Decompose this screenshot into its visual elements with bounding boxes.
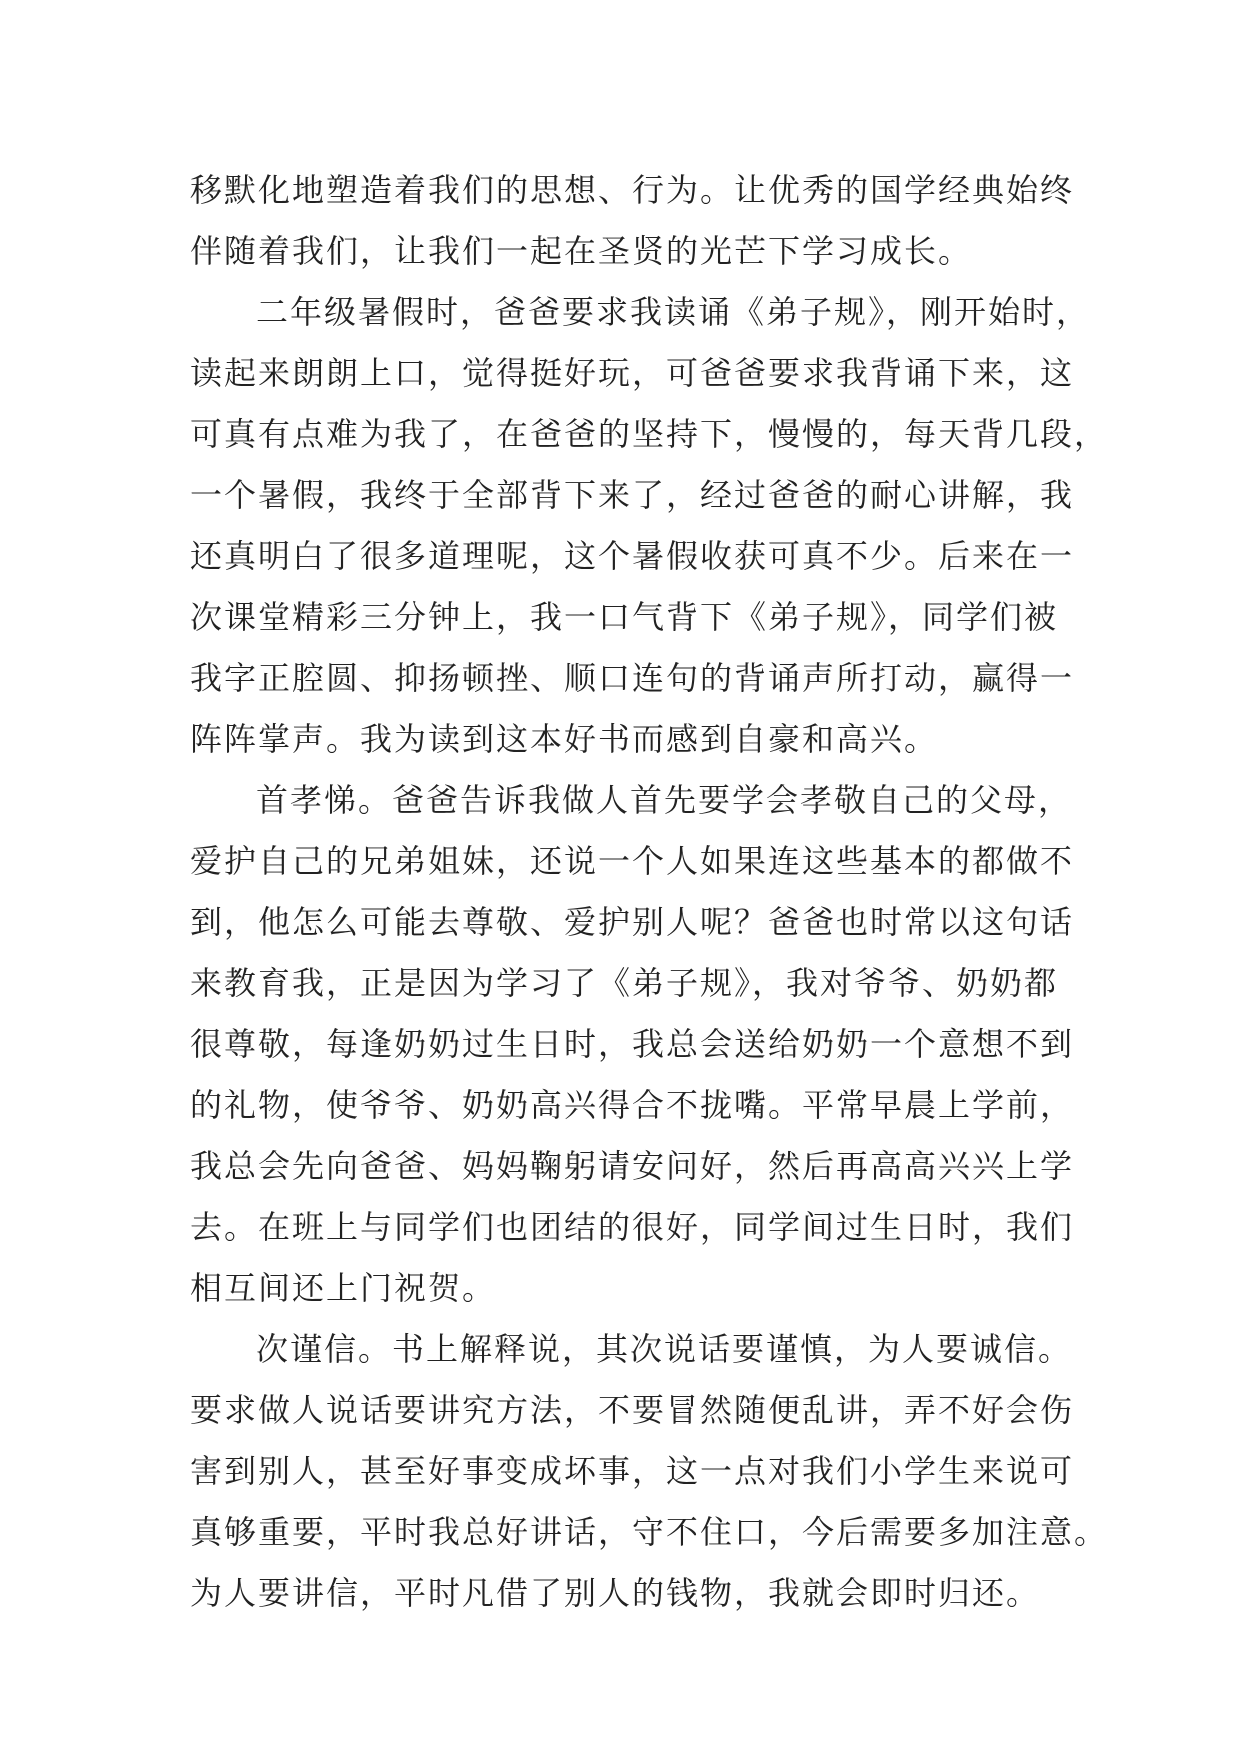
text-line: 到，他怎么可能去尊敬、爱护别人呢？爸爸也时常以这句话 bbox=[190, 903, 1075, 941]
text-line: 很尊敬，每逢奶奶过生日时，我总会送给奶奶一个意想不到 bbox=[190, 1025, 1075, 1063]
paragraph-start-line: 次谨信。书上解释说，其次说话要谨慎，为人要诚信。 bbox=[256, 1330, 1073, 1368]
text-line: 为人要讲信，平时凡借了别人的钱物，我就会即时归还。 bbox=[190, 1574, 1041, 1612]
text-line: 我总会先向爸爸、妈妈鞠躬请安问好，然后再高高兴兴上学 bbox=[190, 1147, 1075, 1185]
body-text bbox=[190, 160, 1109, 1624]
text-line: 读起来朗朗上口，觉得挺好玩，可爸爸要求我背诵下来，这 bbox=[190, 354, 1075, 392]
text-line: 可真有点难为我了，在爸爸的坚持下，慢慢的，每天背几段， bbox=[190, 415, 1109, 453]
text-line: 害到别人，甚至好事变成坏事，这一点对我们小学生来说可 bbox=[190, 1452, 1075, 1490]
text-line: 次课堂精彩三分钟上，我一口气背下《弟子规》，同学们被 bbox=[190, 598, 1059, 636]
text-line: 爱护自己的兄弟姐妹，还说一个人如果连这些基本的都做不 bbox=[190, 842, 1075, 880]
text-line: 来教育我，正是因为学习了《弟子规》，我对爷爷、奶奶都 bbox=[190, 964, 1059, 1002]
text-line: 要求做人说话要讲究方法，不要冒然随便乱讲，弄不好会伤 bbox=[190, 1391, 1075, 1429]
text-line: 真够重要，平时我总好讲话，守不住口，今后需要多加注意。 bbox=[190, 1513, 1109, 1551]
text-line: 移默化地塑造着我们的思想、行为。让优秀的国学经典始终 bbox=[190, 171, 1075, 209]
text-line: 阵阵掌声。我为读到这本好书而感到自豪和高兴。 bbox=[190, 720, 939, 758]
text-line: 一个暑假，我终于全部背下来了，经过爸爸的耐心讲解，我 bbox=[190, 476, 1075, 514]
text-line: 去。在班上与同学们也团结的很好，同学间过生日时，我们 bbox=[190, 1208, 1075, 1246]
paragraph-start-line: 二年级暑假时，爸爸要求我读诵《弟子规》，刚开始时， bbox=[256, 293, 1091, 331]
text-line: 还真明白了很多道理呢，这个暑假收获可真不少。后来在一 bbox=[190, 537, 1075, 575]
text-line: 我字正腔圆、抑扬顿挫、顺口连句的背诵声所打动，赢得一 bbox=[190, 659, 1075, 697]
paragraph-start-line: 首孝悌。爸爸告诉我做人首先要学会孝敬自己的父母， bbox=[256, 781, 1073, 819]
text-line: 相互间还上门祝贺。 bbox=[190, 1269, 497, 1307]
text-line: 伴随着我们，让我们一起在圣贤的光芒下学习成长。 bbox=[190, 232, 973, 270]
text-line: 的礼物，使爷爷、奶奶高兴得合不拢嘴。平常早晨上学前， bbox=[190, 1086, 1075, 1124]
